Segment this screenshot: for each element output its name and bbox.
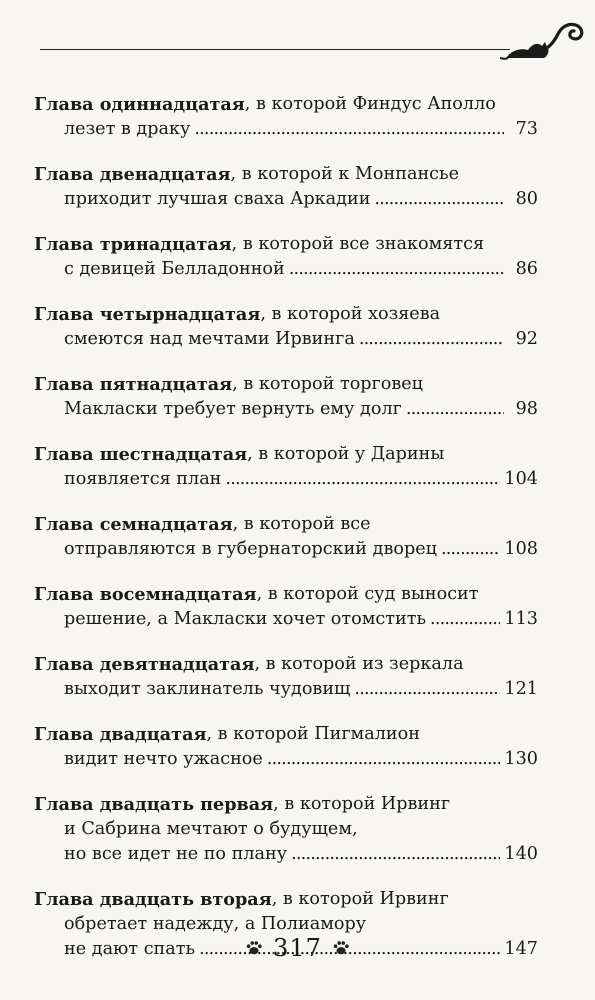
page-footer [0, 934, 595, 962]
chapter-subtitle-line: выходит заклинатель чудовищ [64, 679, 351, 699]
chapter-title: Глава восемнадцатая [34, 584, 257, 605]
chapter-subtitle-line: с девицей Белладонной [64, 259, 285, 279]
page-ref: 73 [515, 119, 538, 139]
leader-dots [374, 187, 504, 212]
page-ref: 140 [504, 844, 538, 864]
chapter-subtitle-line: и Сабрина мечтают о будущем, [64, 819, 358, 839]
cat-icon [498, 14, 590, 64]
chapter-subtitle: , в которой хозяева [260, 304, 441, 324]
page-ref: 121 [504, 679, 538, 699]
chapter-subtitle: , в которой Ирвинг [273, 794, 451, 814]
page-ref: 80 [515, 189, 538, 209]
chapter-subtitle-line: появляется план [64, 469, 222, 489]
chapter-title: Глава семнадцатая [34, 514, 233, 535]
table-of-contents [34, 92, 538, 982]
chapter-title: Глава двадцать вторая [34, 889, 272, 910]
chapter-subtitle-line: не дают спать [64, 939, 196, 959]
chapter-subtitle: , в которой Финдус Аполло [244, 94, 496, 114]
toc-entry [34, 792, 538, 867]
chapter-subtitle-line: но все идет не по плану [64, 844, 288, 864]
chapter-subtitle: , в которой все [232, 514, 371, 534]
page-ref: 98 [515, 399, 538, 419]
chapter-subtitle: , в которой суд выносит [256, 584, 479, 604]
toc-entry [34, 302, 538, 352]
chapter-subtitle-line: видит нечто ужасное [64, 749, 263, 769]
chapter-title: Глава двенадцатая [34, 164, 231, 185]
paw-icon [332, 939, 350, 957]
leader-dots [359, 327, 504, 352]
header-rule [40, 49, 510, 50]
toc-entry [34, 442, 538, 492]
page-ref: 104 [504, 469, 538, 489]
leader-dots [267, 747, 501, 772]
chapter-title: Глава двадцатая [34, 724, 207, 745]
toc-entry [34, 162, 538, 212]
chapter-title: Глава одиннадцатая [34, 94, 245, 115]
paw-icon [245, 939, 263, 957]
toc-entry [34, 582, 538, 632]
leader-dots [441, 537, 500, 562]
chapter-subtitle-line: обретает надежду, а Полиамору [64, 914, 367, 934]
leader-dots [291, 842, 500, 867]
page-number: 317 [273, 934, 322, 962]
page-ref: 92 [515, 329, 538, 349]
chapter-subtitle-line: смеются над мечтами Ирвинга [64, 329, 355, 349]
toc-entry [34, 92, 538, 142]
chapter-subtitle-line: лезет в драку [64, 119, 191, 139]
chapter-subtitle: , в которой торговец [232, 374, 423, 394]
page-ref: 147 [504, 939, 538, 959]
chapter-title: Глава четырнадцатая [34, 304, 261, 325]
chapter-subtitle: , в которой все знакомятся [231, 234, 485, 254]
page-ref: 86 [515, 259, 538, 279]
chapter-subtitle: , в которой к Монпансье [230, 164, 460, 184]
page-ref: 108 [504, 539, 538, 559]
chapter-subtitle-line: решение, а Макласки хочет отомстить [64, 609, 427, 629]
page-ref: 130 [504, 749, 538, 769]
toc-entry [34, 722, 538, 772]
chapter-title: Глава двадцать первая [34, 794, 274, 815]
chapter-subtitle-line: отправляются в губернаторский дворец [64, 539, 437, 559]
page-ref: 113 [504, 609, 538, 629]
chapter-subtitle: , в которой из зеркала [254, 654, 464, 674]
leader-dots [430, 607, 500, 632]
leader-dots [289, 257, 504, 282]
chapter-subtitle: , в которой у Дарины [247, 444, 445, 464]
chapter-title: Глава тринадцатая [34, 234, 232, 255]
chapter-title: Глава девятнадцатая [34, 654, 255, 675]
toc-entry [34, 512, 538, 562]
leader-dots [406, 397, 504, 422]
chapter-subtitle-line: приходит лучшая сваха Аркадии [64, 189, 371, 209]
chapter-title: Глава пятнадцатая [34, 374, 233, 395]
toc-entry [34, 652, 538, 702]
toc-entry [34, 232, 538, 282]
chapter-title: Глава шестнадцатая [34, 444, 248, 465]
toc-entry [34, 372, 538, 422]
chapter-subtitle-line: Макласки требует вернуть ему долг [64, 399, 402, 419]
leader-dots [194, 117, 504, 142]
chapter-subtitle: , в которой Ирвинг [271, 889, 449, 909]
leader-dots [225, 467, 500, 492]
leader-dots [354, 677, 500, 702]
chapter-subtitle: , в которой Пигмалион [206, 724, 420, 744]
